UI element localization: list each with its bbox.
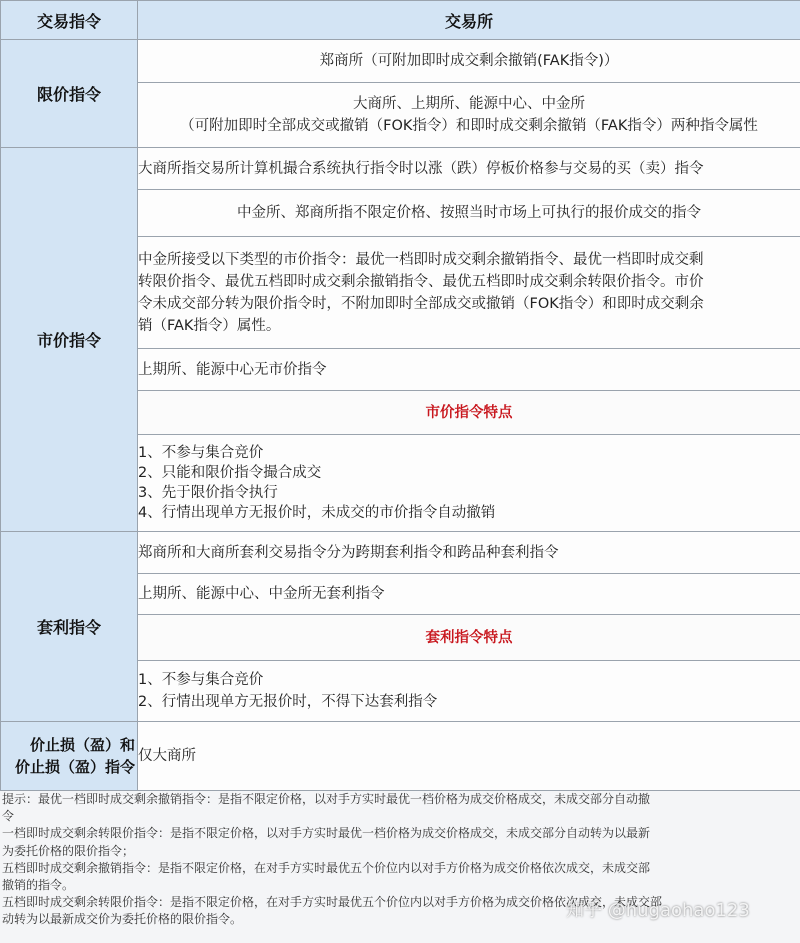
header-row (1, 1, 800, 40)
market-cffex-line-4: 销（FAK指令）属性。 (138, 317, 281, 334)
arbitrage-none: 上期所、能源中心、中金所无套利指令 (138, 574, 800, 615)
note-line-8: 动转为以最新成交价为委托价格的限价指令。 (2, 912, 243, 927)
market-cffex-line-3: 令未成交部分转为限价指令时，不附加即时全部成交或撤销（FOK指令）和即时成交剩余 (138, 295, 704, 312)
limit-zhengzhou: 郑商所（可附加即时成交剩余撤销(FAK指令)） (138, 40, 800, 83)
arbitrage-features-title: 套利指令特点 (138, 615, 800, 661)
market-cffex-zce: 中金所、郑商所指不限定价格、按照当时市场上可执行的报价成交的指令 (138, 190, 800, 237)
limit-others (138, 83, 800, 148)
limit-row-1 (1, 40, 800, 83)
market-cffex-line-2: 转限价指令、最优五档即时成交剩余撤销指令、最优五档即时成交剩余转限价指令。市价 (138, 273, 704, 290)
market-features-title: 市价指令特点 (138, 391, 800, 435)
note-line-2: 令 (2, 809, 15, 824)
market-feature-1: 1、不参与集合竞价 (138, 445, 264, 461)
limit-others-line-2: （可附加即时全部成交或撤销（FOK指令）和即时成交剩余撤销（FAK指令）两种指令属性 (180, 118, 758, 134)
note-line-1: 提示：最优一档即时成交剩余撤销指令：是指不限定价格，以对手方实时最优一档价格为成交价格成交，未成交部分自动撤 (2, 792, 651, 806)
note-line-6: 撤销的指令。 (2, 878, 75, 893)
category-stop (1, 722, 138, 791)
category-arbitrage: 套利指令 (1, 532, 138, 722)
note-line-7: 五档即时成交剩余转限价指令：是指不限定价格，在对手方实时最优五个价位内以对手方价格为成交价格依次成交，未成交部 (2, 895, 663, 910)
header-exchange: 交易所 (138, 1, 800, 40)
category-market: 市价指令 (1, 148, 138, 532)
category-limit: 限价指令 (1, 40, 138, 148)
market-features (138, 435, 800, 532)
arbitrage-feature-2: 2、行情出现单方无报价时，不得下达套利指令 (138, 694, 438, 710)
note-line-4: 为委托价格的限价指令； (2, 843, 135, 858)
arbitrage-feature-1: 1、不参与集合竞价 (138, 672, 264, 688)
arbitrage-zce-dce: 郑商所和大商所套利交易指令分为跨期套利指令和跨品种套利指令 (138, 532, 800, 574)
stop-row (1, 722, 800, 791)
header-instruction: 交易指令 (1, 1, 138, 40)
watermark: 知乎 @hugaohao123 (566, 900, 750, 921)
arbitrage-row-1 (1, 532, 800, 574)
market-row-1 (1, 148, 800, 190)
market-feature-2: 2、只能和限价指令撮合成交 (138, 465, 322, 481)
market-cffex-line-1: 中金所接受以下类型的市价指令：最优一档即时成交剩余撤销指令、最优一档即时成交剩 (138, 251, 704, 268)
note-line-3: 一档即时成交剩余转限价指令：是指不限定价格，以对手方实时最优一档价格为成交价格成交，未成交部分自动转为以最新 (2, 826, 651, 841)
market-cffex-types (138, 237, 800, 349)
market-feature-4: 4、行情出现单方无报价时，未成交的市价指令自动撤销 (138, 505, 496, 521)
arbitrage-features (138, 661, 800, 722)
category-stop-line-2: 价止损（盈）指令 (14, 758, 135, 776)
market-feature-3: 3、先于限价指令执行 (138, 485, 278, 501)
note-line-5: 五档即时成交剩余撤销指令：是指不限定价格，在对手方实时最优五个价位内以对手方价格为成交价格依次成交，未成交部 (2, 860, 651, 875)
stop-dce-only: 仅大商所 (138, 722, 800, 791)
market-shfe-ine: 上期所、能源中心无市价指令 (138, 349, 800, 391)
category-stop-line-1: 价止损（盈）和 (29, 736, 135, 754)
limit-others-line-1: 大商所、上期所、能源中心、中金所 (353, 96, 585, 112)
market-dalian: 大商所指交易所计算机撮合系统执行指令时以涨（跌）停板价格参与交易的买（卖）指令 (138, 148, 800, 190)
